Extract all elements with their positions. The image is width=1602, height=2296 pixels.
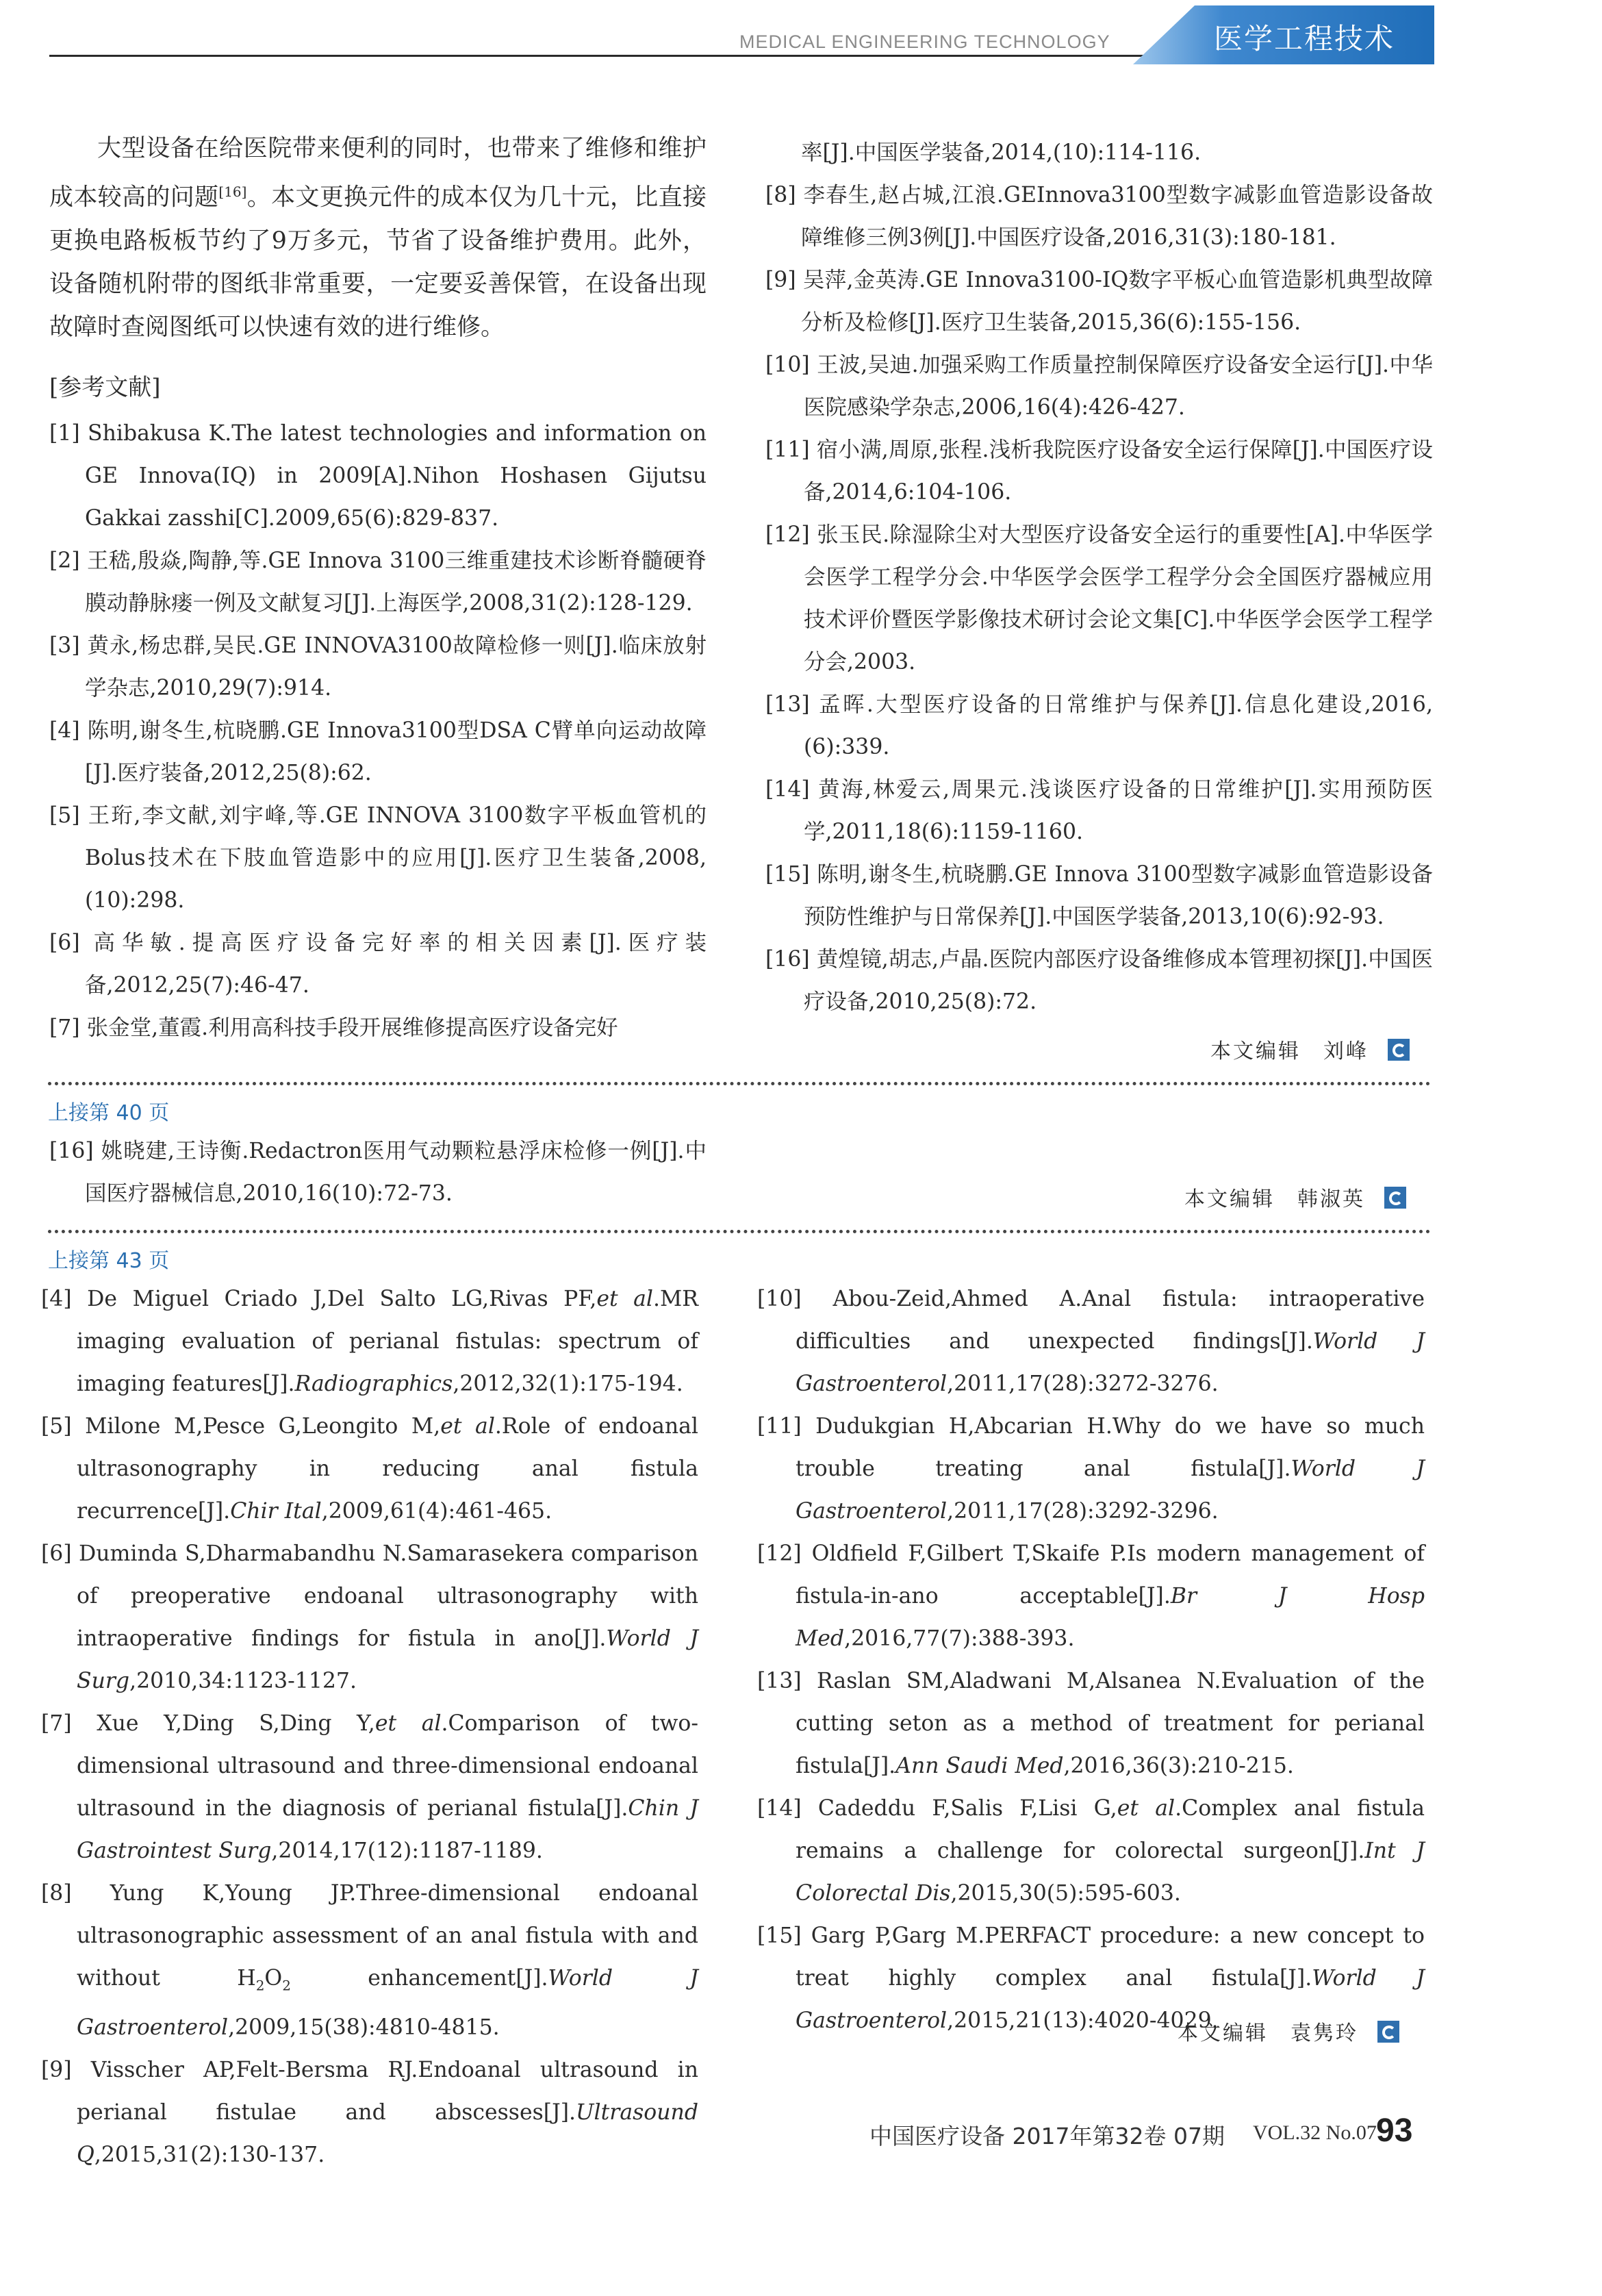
continued-label: 上接第 40 页 [48, 1101, 170, 1125]
reference-item: [10] Abou-Zeid,Ahmed A.Anal fistula: intraoperative difficulties and unexpected findings[J].World J Gastroenterol,2011,17(28):3272-3276. [757, 1287, 1425, 1396]
reference-item: [4] De Miguel Criado J,Del Salto LG,Rivas PF,et al.MR imaging evaluation of perianal fistulas: spectrum of imaging features[J].Radiographics,2012,32(1):175-194. [41, 1287, 698, 1396]
bottom-left-column [41, 1278, 698, 2176]
reference-item: [1] Shibakusa K.The latest technologies and information on GE Innova(IQ) in 2009[A].Nihon Hoshasen Gijutsu Gakkai zasshi[C].2009,65(6):829-837. [49, 420, 707, 531]
journal-logo-icon [1377, 2021, 1399, 2043]
reference-item-continued: 率[J].中国医学装备,2014,(10):114-116. [801, 140, 1202, 165]
reference-item: [13] 孟晖.大型医疗设备的日常维护与保养[J].信息化建设,2016,(6):339. [765, 692, 1433, 759]
reference-item: [5] Milone M,Pesce G,Leongito M,et al.Role of endoanal ultrasonography in reducing anal fistula recurrence[J].Chir Ital,2009,61(4):461-465. [41, 1414, 698, 1524]
section-divider [48, 1082, 1431, 1085]
reference-item: [6] 高华敏.提高医疗设备完好率的相关因素[J].医疗装备,2012,25(7):46-47. [49, 930, 707, 998]
body-paragraph: 大型设备在给医院带来便利的同时，也带来了维修和维护成本较高的问题[16]。本文更换元件的成本仅为几十元，比直接更换电路板板节约了9万多元，节省了设备维护费用。此外，设备随机附带的图纸非常重要，一定要妥善保管，在设备出现故障时查阅图纸可以快速有效的进行维修。 [49, 135, 707, 341]
reference-item: [7] Xue Y,Ding S,Ding Y,et al.Comparison of two-dimensional ultrasound and three-dimensional endoanal ultrasound in the diagnosis of perianal fistula[J].Chin J Gastrointest Surg,2014,17(12):1187-1189. [41, 1711, 698, 1863]
reference-item: [3] 黄永,杨忠群,吴民.GE INNOVA3100故障检修一则[J].临床放射学杂志,2010,29(7):914. [49, 633, 707, 701]
journal-logo-icon [1384, 1187, 1406, 1209]
reference-item: [14] Cadeddu F,Salis F,Lisi G,et al.Complex anal fistula remains a challenge for colorectal surgeon[J].Int J Colorectal Dis,2015,30(5):595-603. [757, 1796, 1425, 1906]
volume-number: VOL.32 No.07 [1253, 2121, 1377, 2144]
section-title-chinese: 医学工程技术 [1214, 22, 1395, 55]
editor-credit [1210, 1034, 1410, 1064]
reference-item: [12] 张玉民.除湿除尘对大型医疗设备安全运行的重要性[A].中华医学会医学工程学分会.中华医学会医学工程学分会全国医疗器械应用技术评价暨医学影像技术研讨会论文集[C].中华医学会医学工程学分会,2003. [765, 522, 1433, 674]
editor-name: 本文编辑 刘峰 [1210, 1039, 1369, 1063]
reference-item: [4] 陈明,谢冬生,杭晓鹏.GE Innova3100型DSA C臂单向运动故障[J].医疗装备,2012,25(8):62. [49, 718, 707, 785]
editor-name: 本文编辑 韩淑英 [1184, 1187, 1365, 1211]
reference-item: [6] Duminda S,Dharmabandhu N.Samarasekera comparison of preoperative endoanal ultrasonography with intraoperative findings for fistula in ano[J].World J Surg,2010,34:1123-1127. [41, 1541, 699, 1693]
reference-item: [5] 王珩,李文献,刘宇峰,等.GE INNOVA 3100数字平板血管机的Bolus技术在下肢血管造影中的应用[J].医疗卫生装备,2008,(10):298. [49, 803, 707, 913]
section-divider [48, 1230, 1431, 1233]
reference-item: [10] 王波,吴迪.加强采购工作质量控制保障医疗设备安全运行[J].中华医院感染学杂志,2006,16(4):426-427. [765, 353, 1433, 420]
reference-item: [11] Dudukgian H,Abcarian H.Why do we have so much trouble treating anal fistula[J].World J Gastroenterol,2011,17(28):3292-3296. [757, 1414, 1425, 1524]
reference-item: [11] 宿小满,周原,张程.浅析我院医疗设备安全运行保障[J].中国医疗设备,2014,6:104-106. [765, 438, 1433, 505]
reference-item: [15] 陈明,谢冬生,杭晓鹏.GE Innova 3100型数字减影血管造影设备预防性维护与日常保养[J].中国医学装备,2013,10(6):92-93. [765, 862, 1433, 929]
page-footer [0, 2109, 1602, 2164]
editor-credit [1184, 1182, 1406, 1212]
reference-item: [16] 黄煌镜,胡志,卢晶.医院内部医疗设备维修成本管理初探[J].中国医疗设备,2010,25(8):72. [765, 947, 1433, 1014]
reference-item: [16] 姚晓建,王诗衡.Redactron医用气动颗粒悬浮床检修一例[J].中国医疗器械信息,2010,16(10):72-73. [49, 1139, 707, 1206]
reference-item: [9] Visscher AP,Felt-Bersma RJ.Endoanal ultrasound in perianal fistulae and abscesses[J].Ultrasound Q,2015,31(2):130-137. [41, 2058, 698, 2168]
reference-item: [8] 李春生,赵占城,江浪.GEInnova3100型数字减影血管造影设备故障维修三例3例[J].中国医疗设备,2016,31(3):180-181. [765, 183, 1433, 250]
page-number: 93 [1376, 2112, 1413, 2149]
bottom-right-column [757, 1278, 1425, 2042]
continued-label: 上接第 43 页 [48, 1249, 170, 1273]
top-left-column [49, 127, 707, 1049]
reference-item: [7] 张金堂,董霞.利用高科技手段开展维修提高医疗设备完好 [49, 1015, 618, 1040]
journal-logo-icon [1388, 1039, 1410, 1061]
reference-item: [9] 吴萍,金英涛.GE Innova3100-IQ数字平板心血管造影机典型故障分析及检修[J].医疗卫生装备,2015,36(6):155-156. [765, 268, 1433, 335]
reference-item: [14] 黄海,林爱云,周果元.浅谈医疗设备的日常维护[J].实用预防医学,2011,18(6):1159-1160. [765, 777, 1433, 844]
reference-item: [12] Oldfield F,Gilbert T,Skaife P.Is modern management of fistula-in-ano acceptable[J].Br J Hosp Med,2016,77(7):388-393. [757, 1541, 1425, 1651]
reference-item: [2] 王嵇,殷焱,陶静,等.GE Innova 3100三维重建技术诊断脊髓硬脊膜动静脉瘘一例及文献复习[J].上海医学,2008,31(2):128-129. [49, 548, 707, 616]
continued-reference-block [49, 1130, 707, 1215]
top-right-column [765, 131, 1433, 1023]
reference-item: [8] Yung K,Young JP.Three-dimensional endoanal ultrasonographic assessment of an anal fistula with and without $H_2O_2$ enhancement[J].World J Gastroenterol,2009,15(38):4810-4815. [41, 1881, 698, 2041]
editor-name: 本文编辑 袁隽玲 [1178, 2021, 1358, 2045]
editor-credit [1178, 2016, 1399, 2046]
reference-item: [15] Garg P,Garg M.PERFACT procedure: a new concept to treat highly complex anal fistula[J].World J Gastroenterol,2015,21(13):4020-4029. [757, 1923, 1425, 2033]
page-header [0, 0, 1602, 75]
journal-section-english: MEDICAL ENGINEERING TECHNOLOGY [739, 31, 1110, 52]
journal-issue: 中国医疗设备 2017年第32卷 07期 [869, 2123, 1225, 2149]
reference-item: [13] Raslan SM,Aladwani M,Alsanea N.Evaluation of the cutting seton as a method of treatment for perianal fistula[J].Ann Saudi Med,2016,36(3):210-215. [757, 1669, 1425, 1778]
section-tab [1133, 5, 1434, 64]
references-heading: [参考文献] [49, 373, 161, 401]
